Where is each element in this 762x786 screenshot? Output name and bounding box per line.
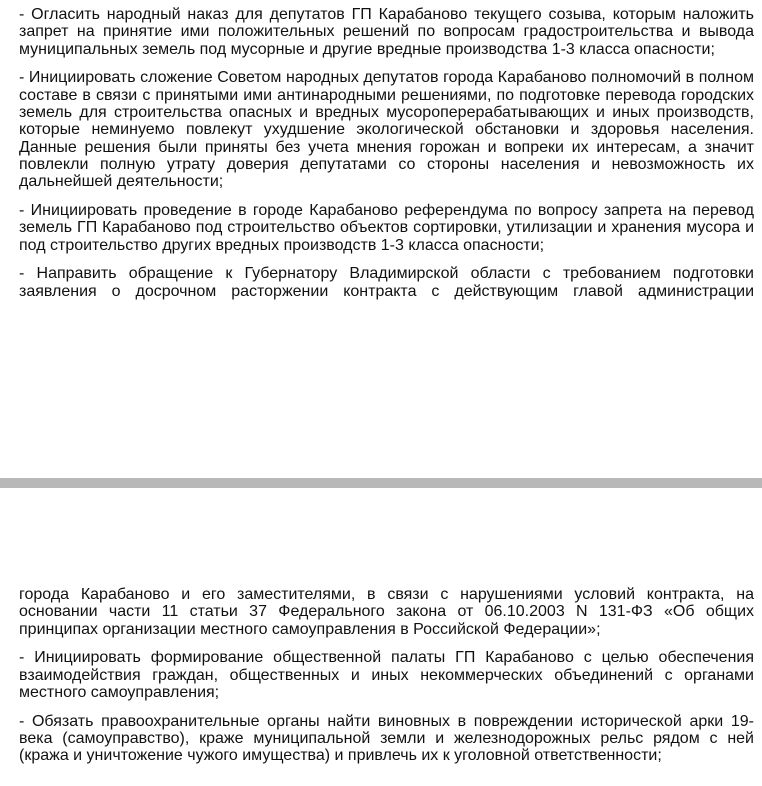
paragraph-law-enforcement: - Обязать правоохранительные органы найти виновных в повреждении исторической арки 19-века (самоуправство), краже муниципальной земли и железнодорожных рельс рядом с ней (кража и уничтожение чужого имущества) и привлечь их к уголовной ответственности; (19, 712, 754, 765)
page-top-text (19, 6, 754, 311)
paragraph-mandate: - Огласить народный наказ для депутатов ГП Карабаново текущего созыва, которым наложить запрет на принятие ими положительных решений по вопросам градостроительства и вывода муниципальных земель под мусорные и другие вредные производства 1-3 класса опасности; (19, 6, 754, 58)
paragraph-council-resignation: - Инициировать сложение Советом народных депутатов города Карабаново полномочий в полном составе в связи с принятыми ими антинародными решениями, по подготовке перевода городских земель для строительства опасных и вредных мусороперерабатывающих и иных производств, которые неминуемо повлекут ухудшение экологической обстановки и здоровья населения. Данные решения были приняты без учета мнения горожан и вопреки их интересам, а значит повлекли полную утрату доверия депутатами со стороны населения и невозможность их дальнейшей деятельности; (19, 69, 754, 191)
page-break-divider (0, 478, 762, 488)
document-page-bottom (0, 488, 762, 786)
page-bottom-text (19, 586, 754, 776)
paragraph-governor-appeal: - Направить обращение к Губернатору Владимирской области с требованием подготовки заявления о досрочном расторжении контракта с действующим главой администрации (19, 265, 754, 300)
paragraph-governor-appeal-continued: города Карабаново и его заместителями, в связи с нарушениями условий контракта, на основании части 11 статьи 37 Федерального закона от 06.10.2003 N 131-ФЗ «Об общих принципах организации местного самоуправления в Российской Федерации»; (19, 586, 754, 638)
paragraph-referendum: - Инициировать проведение в городе Карабаново референдума по вопросу запрета на перевод земель ГП Карабаново под строительство объектов сортировки, утилизации и хранения мусора и под строительство других вредных производств 1-3 класса опасности; (19, 201, 754, 254)
paragraph-public-chamber: - Инициировать формирование общественной палаты ГП Карабаново с целью обеспечения взаимодействия граждан, общественных и иных некоммерческих объединений с органами местного самоуправления; (19, 649, 754, 701)
